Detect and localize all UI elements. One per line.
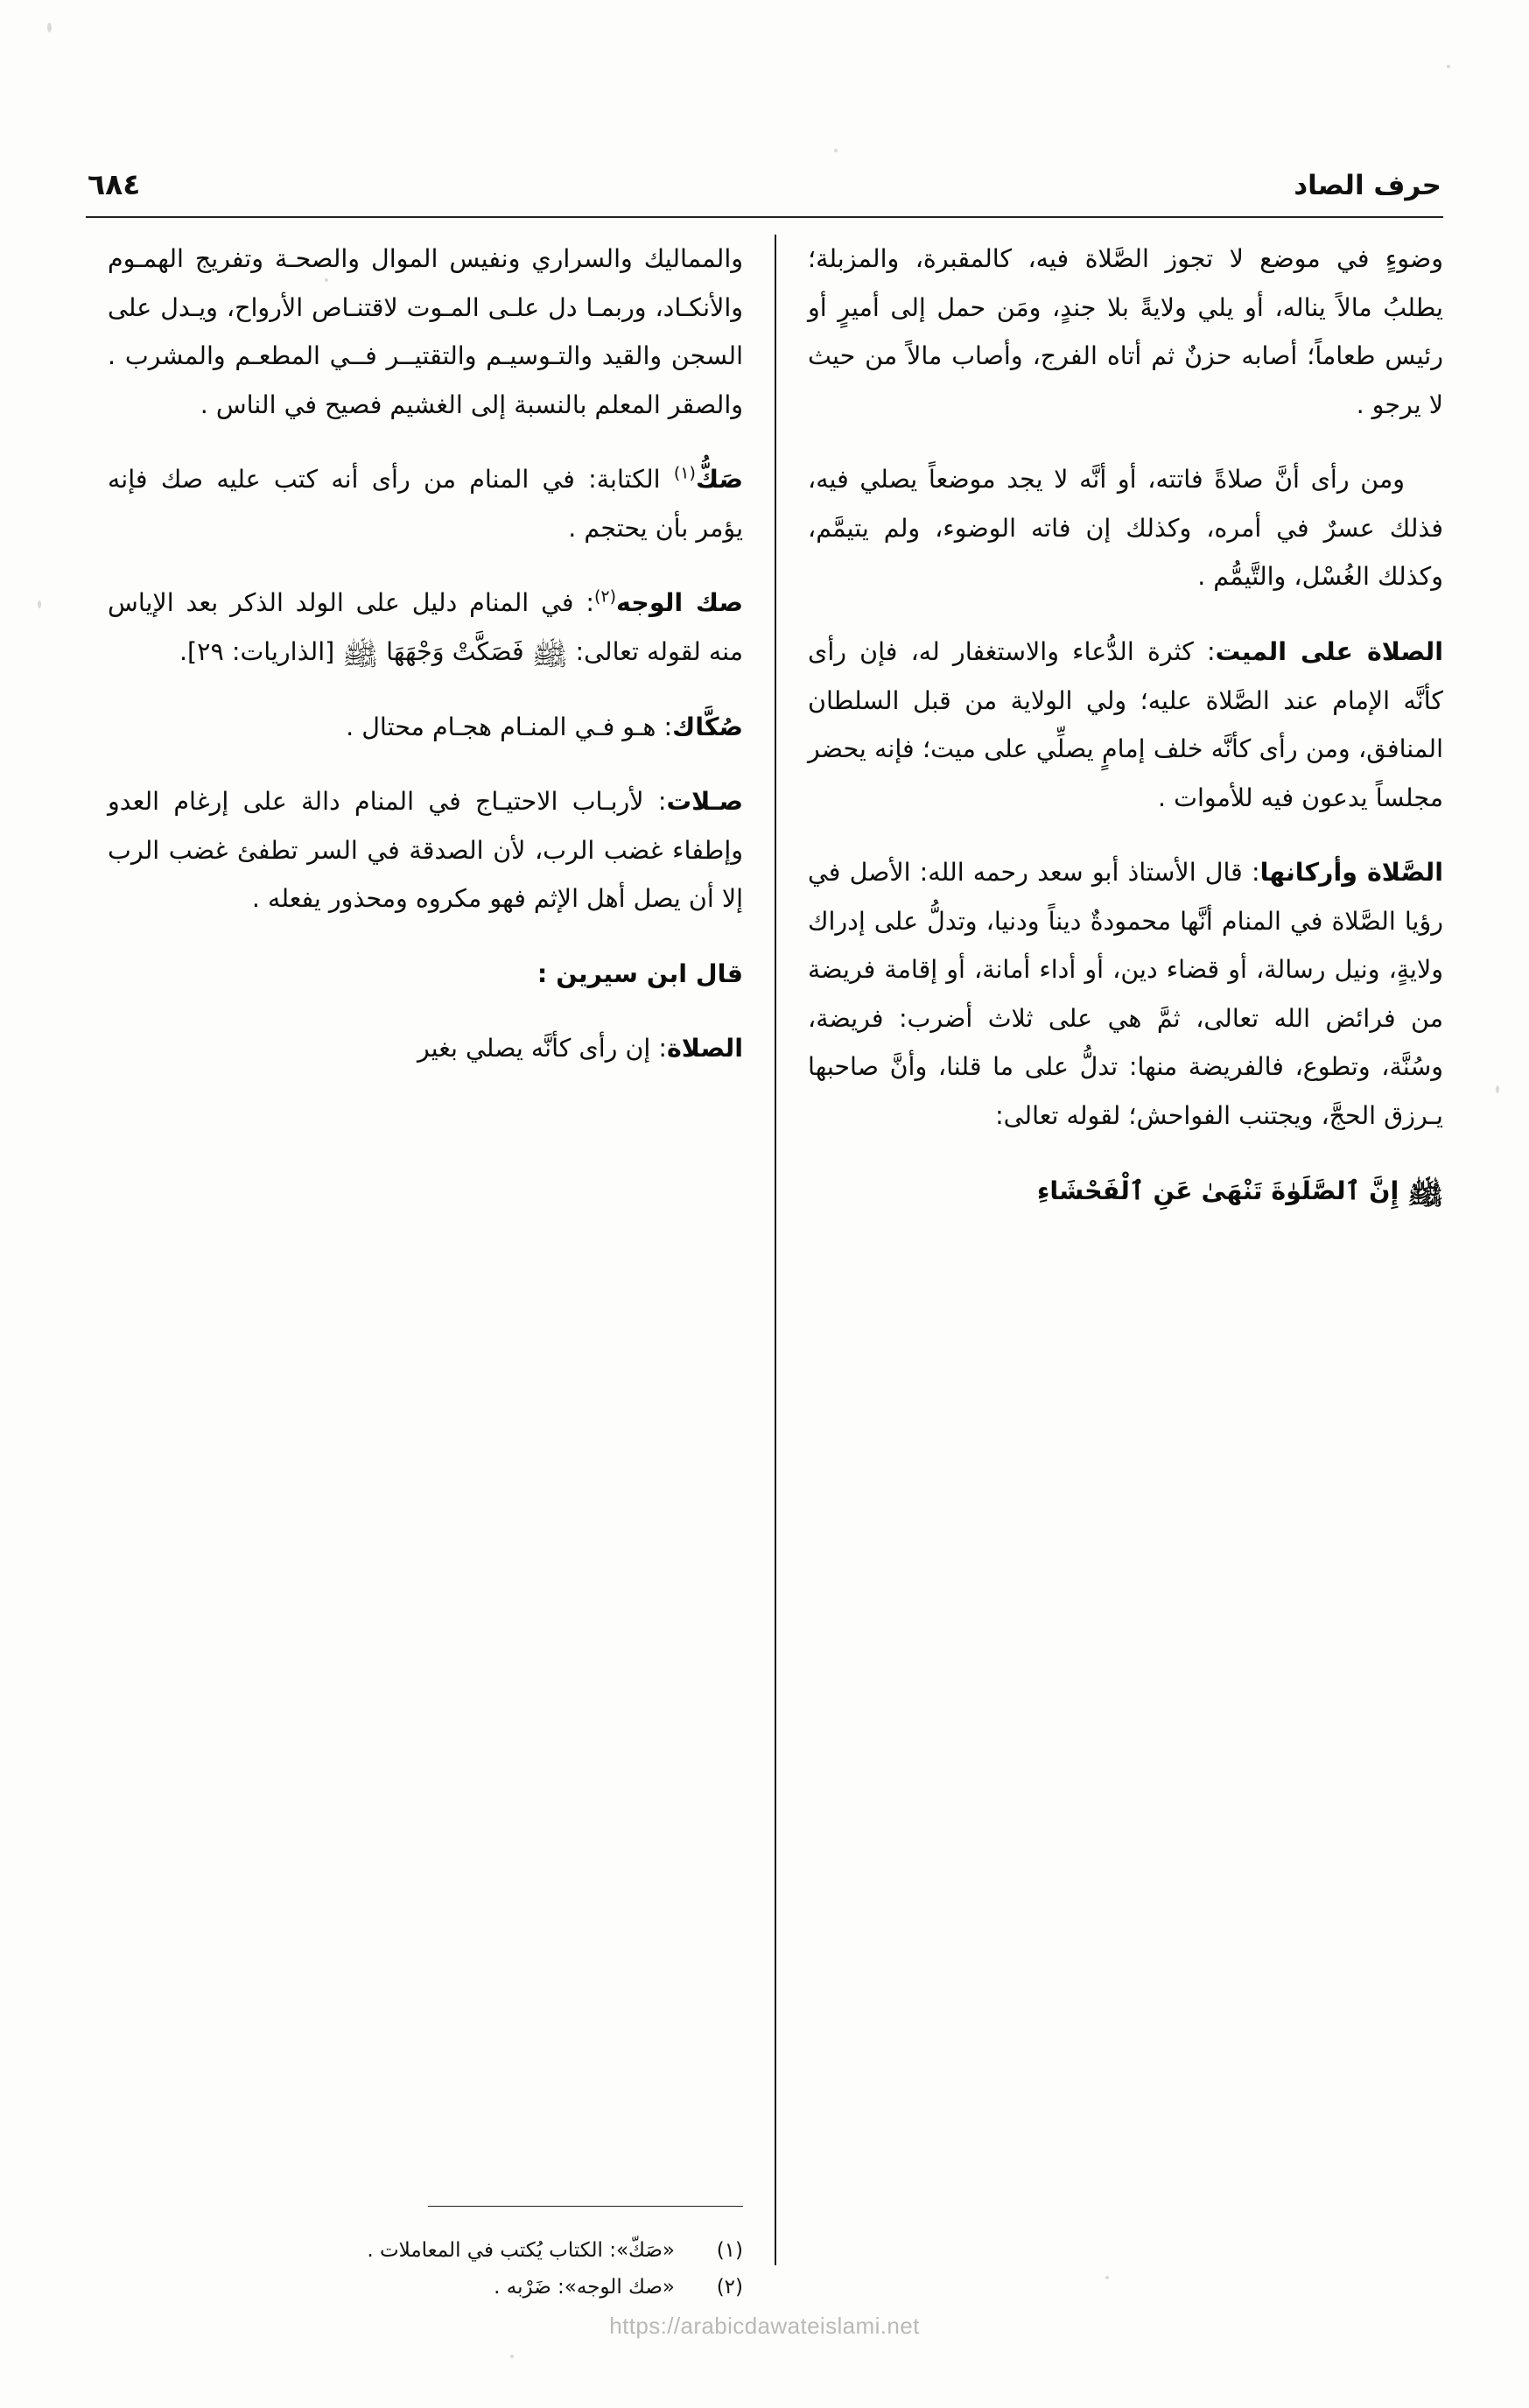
chapter-title: حرف الصاد — [1294, 170, 1441, 201]
scan-speck — [1496, 1085, 1499, 1093]
entry-text: : هـو فـي المنـام هجـام محتال . — [346, 712, 673, 741]
entry-lemma: صَكُّ — [695, 465, 744, 495]
column-right — [778, 235, 1443, 2338]
entry-text: : قال الأستاذ أبو سعد رحمه الله: الأصل في رؤيا الصَّلاة في المنام أنَّها محمودةٌ ديناً ودنيا، وتدلُّ على إدراك ولايةٍ، ونيل رسالة، أو قضاء دين، أو أداء أمانة، أو إقامة فريضة من فرائض الله تعالى، ثمَّ هي على ثلاث أضرب: فريضة، وسُنَّة، وتطوع، فالفريضة منها: تدلُّ على ما قلنا، وأنَّ صاحبها يـرزق الحجَّ، ويجتنب الفواحش؛ لقوله تعالى: — [808, 858, 1443, 1130]
page-number: ٦٨٤ — [88, 167, 141, 201]
entry-text: : لأربـاب الاحتيـاج في المنام دالة على إرغام العدو وإطفاء غضب الرب، لأن الصدقة في السر تطفئ غضب الرب إلا أن يصل أهل الإثم فهو مكروه ومحذور يفعله . — [108, 787, 744, 914]
scan-speck — [47, 23, 52, 32]
dictionary-entry — [108, 579, 743, 676]
footnote-text: «صك الوجه»: ضَرْبه . — [494, 2276, 676, 2299]
page-sheet — [61, 131, 1468, 2355]
dictionary-entry — [808, 848, 1443, 1140]
scan-speck — [38, 600, 41, 608]
footnote-number: (١) — [716, 2238, 744, 2262]
dictionary-entry — [108, 455, 743, 552]
footnote-item — [108, 2269, 743, 2306]
footnote-marker: (٢) — [593, 586, 617, 607]
body-columns — [86, 235, 1443, 2338]
watermark: https://arabicdawateislami.net — [609, 2313, 920, 2339]
entry-text: : كثرة الدُّعاء والاستغفار له، فإن رأى كأنَّه الإمام عند الصَّلاة عليه؛ ولي الولاية من قبل السلطان المنافق، ومن رأى كأنَّه خلف إمامٍ يصلِّي على ميت؛ فإنه يحضر مجلساً يدعون فيه للأموات . — [808, 636, 1443, 812]
column-divider — [775, 235, 776, 2265]
dictionary-entry — [108, 703, 743, 752]
entry-text: : في المنام دليل على الولد الذكر بعد الإياس منه لقوله تعالى: ﵌ فَصَكَّتْ وَجْهَهَا ﵌ [الذاريات: ٢٩]. — [108, 588, 744, 666]
footnote-rule — [428, 2206, 743, 2207]
entry-lemma: صُكَّاك — [672, 712, 744, 741]
dictionary-entry — [108, 1024, 743, 1073]
column-left — [108, 235, 773, 2338]
footnote-text: «صَكّ»: الكتاب يُكتب في المعاملات . — [367, 2238, 676, 2262]
paragraph: ومن رأى أنَّ صلاةً فاتته، أو أنَّه لا يجد موضعاً يصلي فيه، فذلك عسرٌ في أمره، وكذلك إن فاته الوضوء، ولم يتيمَّم، وكذلك الغُسْل، والتَّيمُّم . — [808, 465, 1443, 592]
entry-text: : إن رأى كأنَّه يصلي بغير — [417, 1034, 667, 1064]
entry-lemma: صـلات — [666, 787, 744, 817]
paragraph: وضوءٍ في موضع لا تجوز الصَّلاة فيه، كالمقبرة، والمزبلة؛ يطلبُ مالاً يناله، أو يلي ولايةً بلا جندٍ، ومَن حمل إلى أميرٍ أو رئيس طعاماً؛ أصابه حزنٌ ثم أتاه الفرج، وأصاب مالاً من حيث لا يرجو . — [808, 244, 1443, 419]
entry-lemma: الصلاة على الميت — [1215, 636, 1443, 666]
footnote-number: (٢) — [716, 2276, 744, 2299]
scan-speck — [1447, 65, 1450, 68]
footnote-marker: (١) — [673, 463, 696, 483]
paragraph: والمماليك والسراري ونفيس الموال والصحـة وتفريج الهمـوم والأنكـاد، وربمـا دل علـى المـوت لاقتنـاص الأرواح، ويـدل على السجن والقيد والتـوسيـم والتقتيــر فــي المطعـم والمشرب . والصقر المعلم بالنسبة إلى الغشيم فصيح في الناس . — [108, 244, 744, 419]
page-header — [88, 149, 1441, 201]
footnote-item — [108, 2232, 743, 2270]
quran-quotation: ﵌ إِنَّ ٱلصَّلَوٰةَ تَنْهَىٰ عَنِ ٱلْفَحْشَاءِ — [1036, 1176, 1443, 1205]
footnote-list — [108, 2232, 743, 2306]
dictionary-entry — [808, 628, 1443, 822]
entry-lemma: الصلاة — [666, 1034, 744, 1064]
dictionary-entry — [108, 777, 743, 923]
header-rule — [86, 216, 1443, 218]
entry-lemma: صك الوجه — [616, 588, 744, 618]
entry-lemma: الصَّلاة وأركانها — [1259, 858, 1443, 888]
section-heading: قال ابن سيرين : — [537, 958, 744, 988]
entry-text: الكتابة: في المنام من رأى أنه كتب عليه صك فإنه يؤمر بأن يحتجم . — [108, 465, 744, 543]
